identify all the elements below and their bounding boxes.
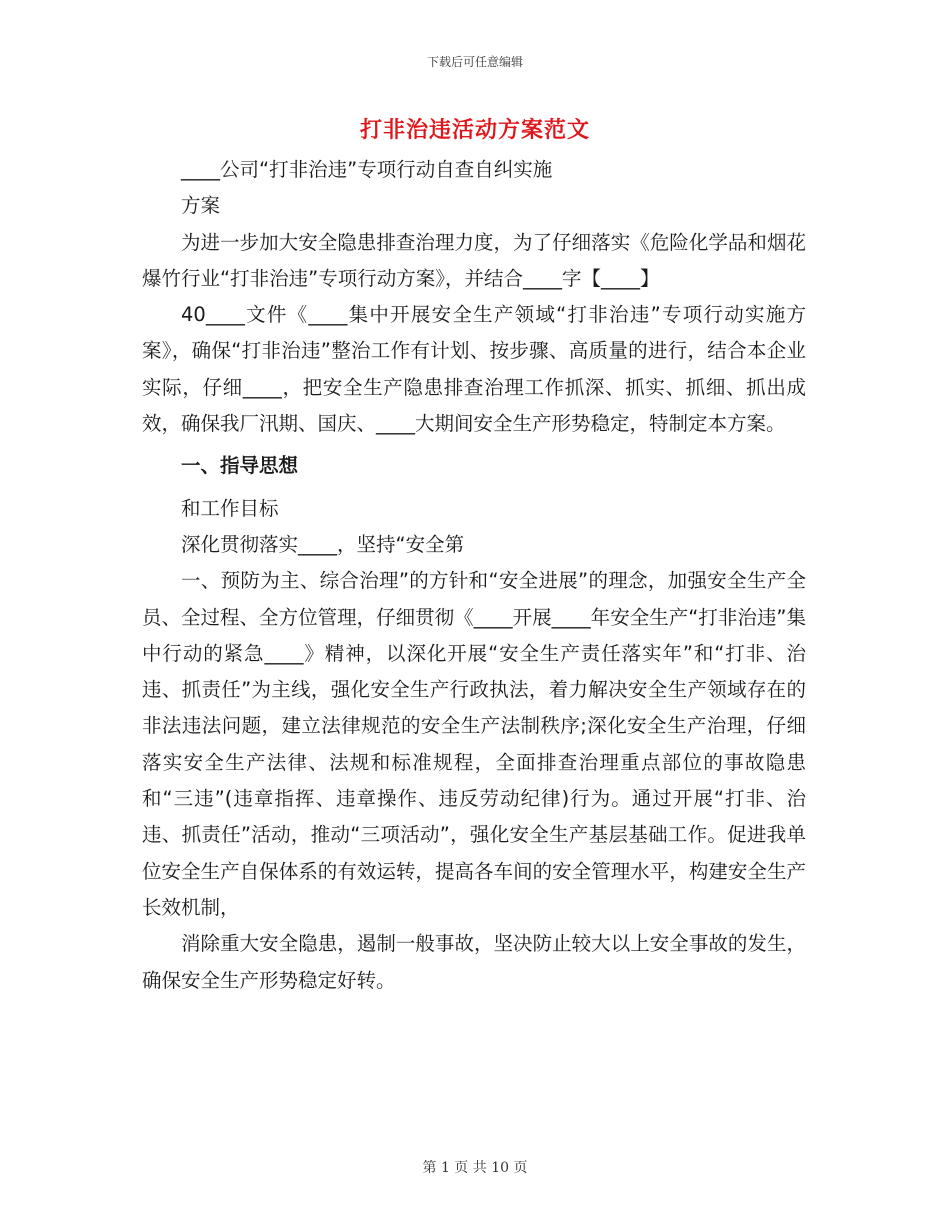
- section-heading: 一、指导思想: [181, 454, 299, 478]
- header-note: 下载后可任意编辑: [426, 55, 523, 69]
- paragraph-3: 为进一步加大安全隐患排查治理力度，为了仔细落实《危险化学品和烟花爆竹行业“打非治违”专项行动方案》，并结合____字【____】: [142, 230, 806, 290]
- section-paragraph-1: 和工作目标: [181, 496, 279, 520]
- page-footer: 第 1 页 共 10 页: [422, 1160, 528, 1176]
- paragraph-1: ____公司“打非治违”专项行动自查自纠实施: [181, 158, 553, 181]
- section-paragraph-4: 消除重大安全隐患，遏制一般事故，坚决防止较大以上安全事故的发生，确保安全生产形势稳定好转。: [142, 932, 806, 992]
- document-body: [142, 152, 806, 999]
- paragraph-2: 方案: [181, 194, 221, 218]
- document-title: 打非治违活动方案范文: [359, 118, 590, 143]
- paragraph-4: 40____文件《____集中开展安全生产领域“打非治违”专项行动实施方案》，确保“打非治违”整治工作有计划、按步骤、高质量的进行，结合本企业实际，仔细____，把安全生产隐患排查治理工作抓深、抓实、抓细、抓出成效，确保我厂汛期、国庆、____大期间安全生产形势稳定，特制定本方案。: [142, 303, 806, 436]
- section-paragraph-3: 一、预防为主、综合治理”的方针和“安全进展”的理念，加强安全生产全员、全过程、全方位管理，仔细贯彻《____开展____年安全生产“打非治违”集中行动的紧急____》精神，以深化开展“安全生产责任落实年”和“打非、治违、抓责任”为主线，强化安全生产行政执法，着力解决安全生产领域存在的非法违法问题，建立法律规范的安全生产法制秩序;深化安全生产治理，仔细落实安全生产法律、法规和标准规程，全面排查治理重点部位的事故隐患和“三违”(违章指挥、违章操作、违反劳动纪律)行为。通过开展“打非、治违、抓责任”活动，推动“三项活动”，强化安全生产基层基础工作。促进我单位安全生产自保体系的有效运转，提高各车间的安全管理水平，构建安全生产长效机制，: [142, 569, 806, 919]
- section-paragraph-2: 深化贯彻落实____，坚持“安全第: [181, 532, 465, 556]
